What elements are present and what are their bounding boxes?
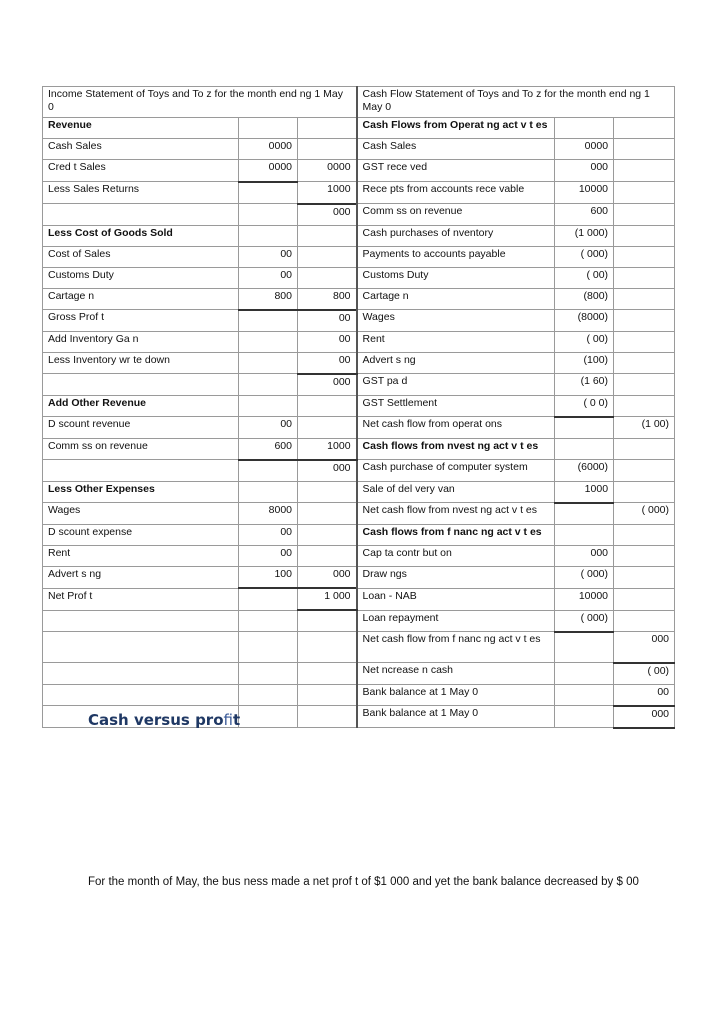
receipts-receivable-label: Rece pts from accounts rece vable [357, 182, 555, 204]
cf-customs-duty-label: Customs Duty [357, 267, 555, 288]
section-heading-text: Cash versus pro [88, 711, 224, 729]
table-row [43, 267, 675, 288]
rent-amount: 00 [239, 545, 298, 566]
section-heading-ligature: ﬁ [223, 711, 233, 729]
wages-label: Wages [43, 503, 239, 525]
net-investing-total: ( 000) [614, 503, 675, 525]
opening-balance-total: 00 [614, 684, 675, 706]
discount-revenue-label: D scount revenue [43, 417, 239, 439]
other-expenses-heading: Less Other Expenses [43, 481, 239, 503]
cf-advertising-label: Advert s ng [357, 352, 555, 374]
cf-advertising-amount: (100) [555, 352, 614, 374]
operating-activities-heading: Cash Flows from Operat ng act v t es [357, 118, 555, 139]
gst-paid-amount: (1 60) [555, 374, 614, 396]
cf-commission-label: Comm ss on revenue [357, 204, 555, 226]
opening-balance-label: Bank balance at 1 May 0 [357, 684, 555, 706]
table-row [43, 524, 675, 545]
capital-label: Cap ta contr but on [357, 545, 555, 566]
section-heading [88, 711, 240, 729]
net-financing-label: Net cash flow from f nanc ng act v t es [357, 632, 555, 663]
discount-revenue-amount: 00 [239, 417, 298, 439]
gst-received-label: GST rece ved [357, 160, 555, 182]
gst-received-amount: 000 [555, 160, 614, 182]
cf-cash-sales-label: Cash Sales [357, 139, 555, 160]
financial-statements-table [42, 86, 675, 729]
loan-repayment-label: Loan repayment [357, 610, 555, 632]
net-financing-total: 000 [614, 632, 675, 663]
cartage-amount: 800 [239, 288, 298, 310]
computer-purchase-amount: (6000) [555, 460, 614, 482]
inventory-purchases-amount: (1 000) [555, 225, 614, 246]
sales-returns-label: Less Sales Returns [43, 182, 239, 204]
summary-paragraph: For the month of May, the bus ness made a net prof t of $1 000 and yet the bank balance decreased by $ 00 [88, 876, 639, 888]
customs-duty-label: Customs Duty [43, 267, 239, 288]
cash-sales-label: Cash Sales [43, 139, 239, 160]
net-increase-label: Net ncrease n cash [357, 663, 555, 685]
table-row [43, 417, 675, 439]
loan-amount: 10000 [555, 588, 614, 610]
advertising-total: 000 [298, 566, 357, 588]
credit-sales-total: 0000 [298, 160, 357, 182]
computer-purchase-label: Cash purchase of computer system [357, 460, 555, 482]
table-row [43, 288, 675, 310]
payments-payable-amount: ( 000) [555, 246, 614, 267]
receipts-receivable-amount: 10000 [555, 182, 614, 204]
inventory-writedown-label: Less Inventory wr te down [43, 352, 239, 374]
payments-payable-label: Payments to accounts payable [357, 246, 555, 267]
rent-label: Rent [43, 545, 239, 566]
credit-sales-label: Cred t Sales [43, 160, 239, 182]
table-row [43, 588, 675, 610]
cf-cartage-label: Cartage n [357, 288, 555, 310]
table-row [43, 684, 675, 706]
inventory-purchases-label: Cash purchases of nventory [357, 225, 555, 246]
table-row [43, 610, 675, 632]
van-sale-amount: 1000 [555, 481, 614, 503]
table-row [43, 352, 675, 374]
table-row [43, 438, 675, 460]
gst-settlement-label: GST Settlement [357, 395, 555, 417]
revenue-heading: Revenue [43, 118, 239, 139]
table-row [43, 87, 675, 118]
gst-paid-label: GST pa d [357, 374, 555, 396]
capital-amount: 000 [555, 545, 614, 566]
table-row [43, 310, 675, 332]
cash-sales-amount: 0000 [239, 139, 298, 160]
commission-revenue-label: Comm ss on revenue [43, 438, 239, 460]
table-row [43, 160, 675, 182]
advertising-label: Advert s ng [43, 566, 239, 588]
net-increase-total: ( 00) [614, 663, 675, 685]
table-row [43, 395, 675, 417]
table-row [43, 460, 675, 482]
table-row [43, 204, 675, 226]
loan-repayment-amount: ( 000) [555, 610, 614, 632]
advertising-amount: 100 [239, 566, 298, 588]
wages-amount: 8000 [239, 503, 298, 525]
cf-cartage-amount: (800) [555, 288, 614, 310]
net-investing-label: Net cash flow from nvest ng act v t es [357, 503, 555, 525]
cf-rent-amount: ( 00) [555, 331, 614, 352]
cogs-heading: Less Cost of Goods Sold [43, 225, 239, 246]
table-row [43, 663, 675, 685]
table-row [43, 632, 675, 663]
inventory-gain-total: 00 [298, 331, 357, 352]
table-row [43, 503, 675, 525]
net-operating-total: (1 00) [614, 417, 675, 439]
loan-label: Loan - NAB [357, 588, 555, 610]
cost-of-sales-amount: 00 [239, 246, 298, 267]
commission-revenue-amount: 600 [239, 438, 298, 460]
after-other-revenue-total: 000 [298, 460, 357, 482]
drawings-amount: ( 000) [555, 566, 614, 588]
inventory-writedown-total: 00 [298, 352, 357, 374]
financing-activities-heading: Cash flows from f nanc ng act v t es [357, 524, 555, 545]
gross-profit-total: 00 [298, 310, 357, 332]
net-profit-label: Net Prof t [43, 588, 239, 610]
gross-profit-label: Gross Prof t [43, 310, 239, 332]
closing-balance-label: Bank balance at 1 May 0 [357, 706, 555, 728]
cost-of-sales-label: Cost of Sales [43, 246, 239, 267]
table-row [43, 331, 675, 352]
credit-sales-amount: 0000 [239, 160, 298, 182]
other-revenue-heading: Add Other Revenue [43, 395, 239, 417]
cartage-label: Cartage n [43, 288, 239, 310]
cf-rent-label: Rent [357, 331, 555, 352]
drawings-label: Draw ngs [357, 566, 555, 588]
cf-commission-amount: 600 [555, 204, 614, 226]
table-row [43, 246, 675, 267]
net-profit-total: 1 000 [298, 588, 357, 610]
table-row [43, 566, 675, 588]
table-row [43, 118, 675, 139]
gst-settlement-amount: ( 0 0) [555, 395, 614, 417]
adjusted-total: 000 [298, 374, 357, 396]
table-row [43, 182, 675, 204]
table-row [43, 545, 675, 566]
discount-expense-amount: 00 [239, 524, 298, 545]
inventory-gain-label: Add Inventory Ga n [43, 331, 239, 352]
cf-wages-label: Wages [357, 310, 555, 332]
table-row [43, 374, 675, 396]
cf-wages-amount: (8000) [555, 310, 614, 332]
commission-revenue-total: 1000 [298, 438, 357, 460]
net-operating-label: Net cash flow from operat ons [357, 417, 555, 439]
investing-activities-heading: Cash flows from nvest ng act v t es [357, 438, 555, 460]
cf-customs-duty-amount: ( 00) [555, 267, 614, 288]
section-heading-end: t [232, 711, 241, 729]
cf-cash-sales-amount: 0000 [555, 139, 614, 160]
table-row [43, 481, 675, 503]
table-row [43, 225, 675, 246]
customs-duty-amount: 00 [239, 267, 298, 288]
cashflow-statement-title: Cash Flow Statement of Toys and To z for the month end ng 1 May 0 [357, 87, 675, 118]
cartage-total: 800 [298, 288, 357, 310]
closing-balance-total: 000 [614, 706, 675, 728]
table-row [43, 139, 675, 160]
income-statement-title: Income Statement of Toys and To z for the month end ng 1 May 0 [43, 87, 357, 118]
sales-returns-total: 1000 [298, 182, 357, 204]
van-sale-label: Sale of del very van [357, 481, 555, 503]
discount-expense-label: D scount expense [43, 524, 239, 545]
net-sales-total: 000 [298, 204, 357, 226]
